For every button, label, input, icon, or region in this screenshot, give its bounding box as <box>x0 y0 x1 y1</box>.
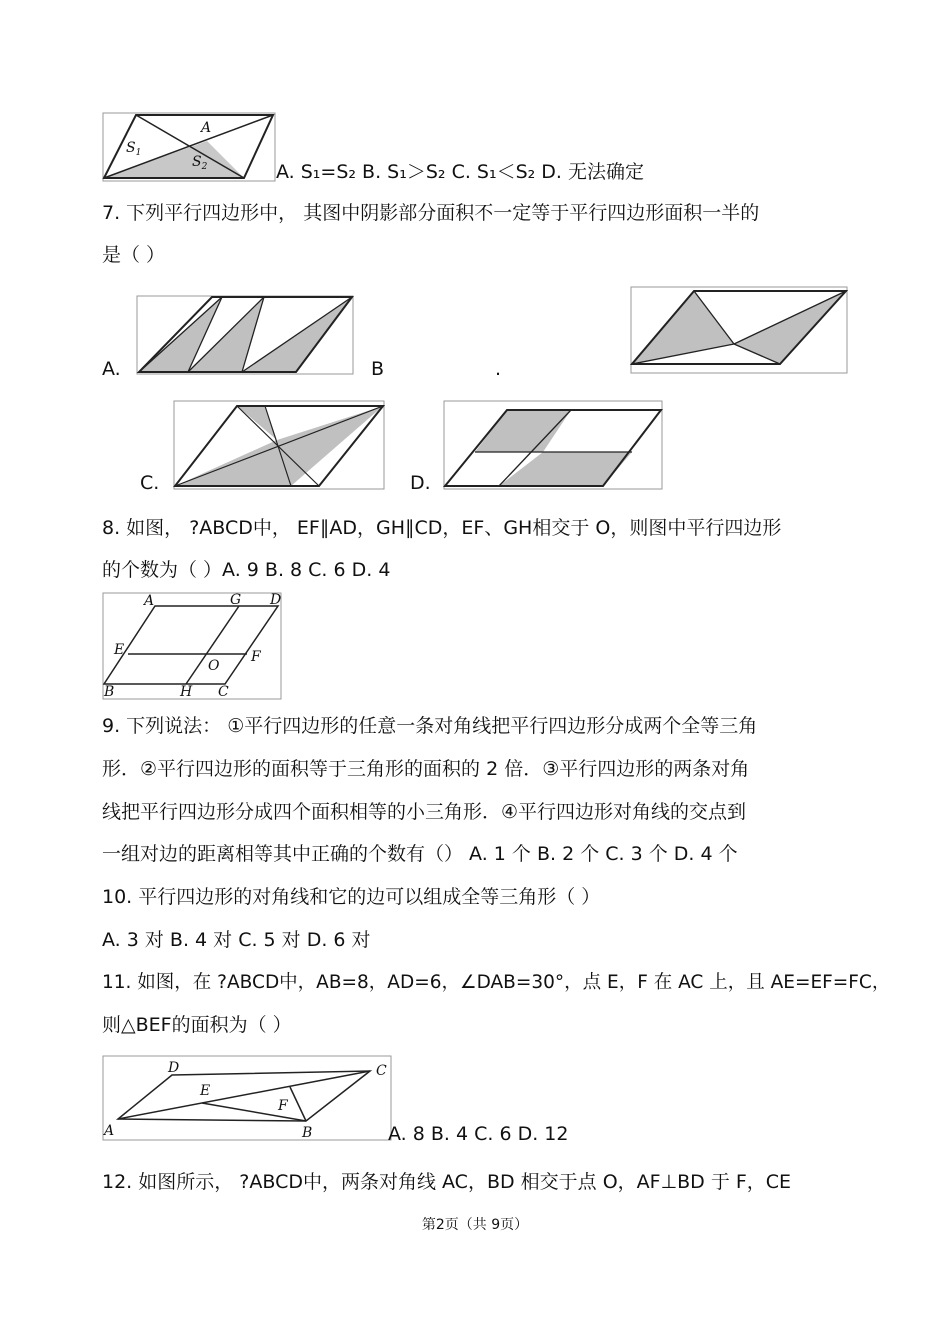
q11-label-f: F <box>278 1098 288 1114</box>
q10-line1: 10. 平行四边形的对角线和它的边可以组成全等三角形（ ） <box>102 886 601 908</box>
q7-figure-a <box>136 295 354 375</box>
q8-label-o: O <box>208 658 220 674</box>
q7-line1: 7. 下列平行四边形中， 其图中阴影部分面积不一定等于平行四边形面积一半的 <box>102 202 760 224</box>
q8-label-a: A <box>144 593 155 609</box>
q7-option-b-label: B <box>371 358 385 380</box>
q6-label-s1: $S_1$ <box>126 140 142 158</box>
q9-line4: 一组对边的距离相等其中正确的个数有（） A. 1 个 B. 2 个 C. 3 个 D. 4 个 <box>102 843 738 865</box>
q6-options: A. S₁=S₂ B. S₁＞S₂ C. S₁＜S₂ D. 无法确定 <box>276 161 645 183</box>
q9-line2: 形．②平行四边形的面积等于三角形的面积的 2 倍．③平行四边形的两条对角 <box>102 758 750 780</box>
q7-figure-c <box>173 400 385 490</box>
q8-label-d: D <box>270 592 282 608</box>
q11-label-b: B <box>302 1125 313 1141</box>
q8-figure <box>102 592 282 700</box>
q8-label-f: F <box>251 649 261 665</box>
q7-option-b-dot: . <box>495 358 502 380</box>
q8-label-b: B <box>104 684 115 700</box>
q7-option-d-label: D. <box>410 472 431 494</box>
q7-option-c-label: C. <box>140 472 160 494</box>
q9-line3: 线把平行四边形分成四个面积相等的小三角形．④平行四边形对角线的交点到 <box>102 801 747 823</box>
q12-line1: 12. 如图所示， ?ABCD中，两条对角线 AC，BD 相交于点 O，AF⊥BD 于 F，CE <box>102 1171 792 1193</box>
q7-figure-b <box>630 286 848 374</box>
q10-line2: A. 3 对 B. 4 对 C. 5 对 D. 6 对 <box>102 929 371 951</box>
q6-label-a: A <box>201 120 212 136</box>
q8-label-e: E <box>114 642 125 658</box>
q9-line1: 9. 下列说法： ①平行四边形的任意一条对角线把平行四边形分成两个全等三角 <box>102 715 758 737</box>
q11-label-c: C <box>376 1063 387 1079</box>
q8-line2: 的个数为（ ）A. 9 B. 8 C. 6 D. 4 <box>102 559 391 581</box>
q11-label-d: D <box>168 1060 180 1076</box>
q11-line1: 11. 如图，在 ?ABCD中，AB=8，AD=6，∠DAB=30°，点 E，F 在 AC 上，且 AE=EF=FC， <box>102 972 891 993</box>
q11-label-e: E <box>200 1083 211 1099</box>
page-footer: 第2页（共 9页） <box>421 1217 529 1233</box>
q7-figure-d <box>443 400 663 490</box>
q11-figure <box>102 1055 392 1141</box>
q7-line2: 是（ ） <box>102 244 166 266</box>
q8-line1: 8. 如图， ?ABCD中， EF∥AD，GH∥CD，EF、GH相交于 O，则图中平行四边形 <box>102 517 782 539</box>
q8-label-c: C <box>218 684 229 700</box>
q8-label-g: G <box>230 592 242 608</box>
q11-line2: 则△BEF的面积为（ ） <box>102 1014 292 1036</box>
q6-figure <box>102 112 276 182</box>
q7-option-a-label: A. <box>102 358 121 380</box>
q8-label-h: H <box>180 684 193 700</box>
q6-label-s2: $S_2$ <box>192 154 208 172</box>
q11-options: A. 8 B. 4 C. 6 D. 12 <box>388 1123 569 1145</box>
q11-label-a: A <box>104 1123 115 1139</box>
